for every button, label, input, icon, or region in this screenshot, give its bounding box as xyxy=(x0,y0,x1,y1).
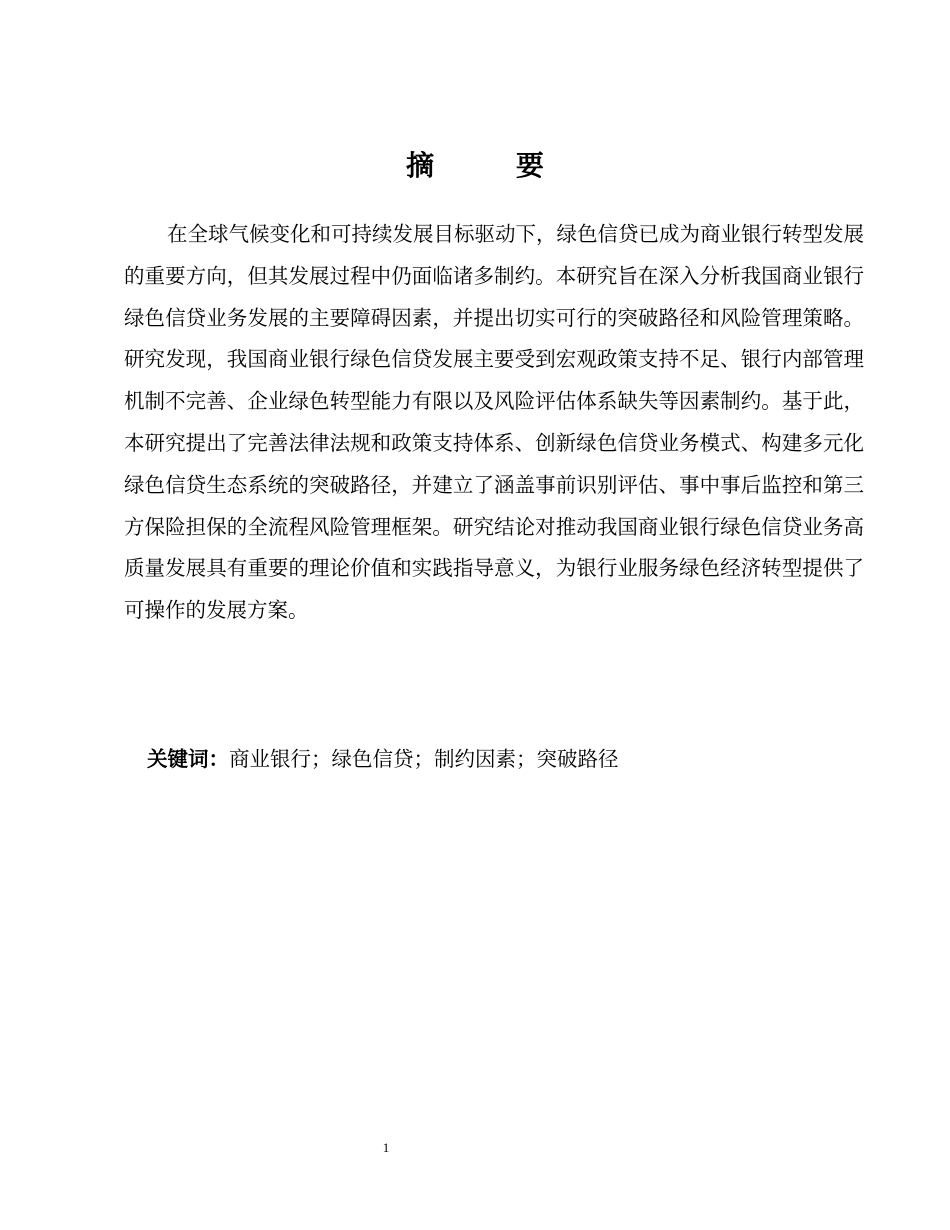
abstract-title: 摘 要 xyxy=(406,149,580,182)
keywords-line xyxy=(147,742,847,776)
page-number: 1 xyxy=(382,1140,390,1155)
abstract-body: 在全球气候变化和可持续发展目标驱动下，绿色信贷已成为商业银行转型发展的重要方向，但其发展过程中仍面临诸多制约。本研究旨在深入分析我国商业银行绿色信贷业务发展的主要障碍因素，并提出切实可行的突破路径和风险管理策略。研究发现，我国商业银行绿色信贷发展主要受到宏观政策支持不足、银行内部管理机制不完善、企业绿色转型能力有限以及风险评估体系缺失等因素制约。基于此，本研究提出了完善法律法规和政策支持体系、创新绿色信贷业务模式、构建多元化绿色信贷生态系统的突破路径，并建立了涵盖事前识别评估、事中事后监控和第三方保险担保的全流程风险管理框架。研究结论对推动我国商业银行绿色信贷业务高质量发展具有重要的理论价值和实践指导意义，为银行业服务绿色经济转型提供了可操作的发展方案。 xyxy=(124,222,864,623)
keywords-list: 商业银行；绿色信贷；制约因素；突破路径 xyxy=(229,747,619,771)
keywords-label: 关键词： xyxy=(147,747,229,771)
